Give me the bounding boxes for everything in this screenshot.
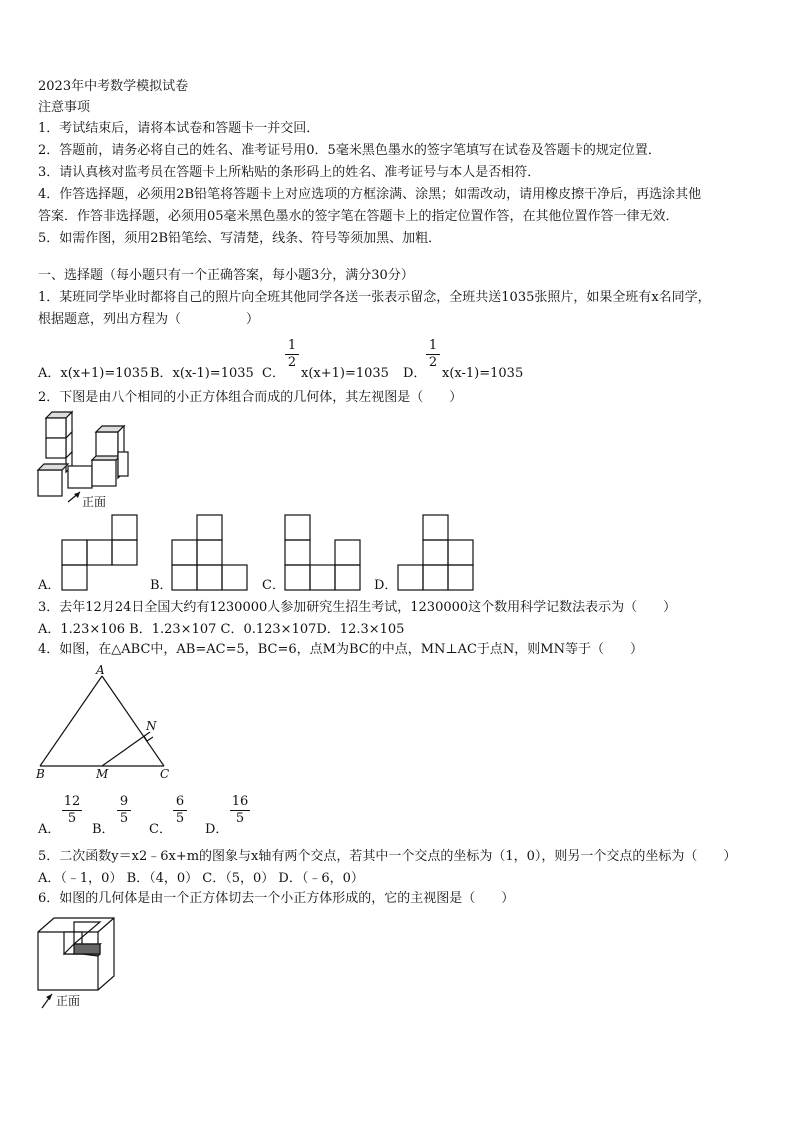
fraction-numerator: 1 bbox=[426, 338, 440, 355]
note-item: 3．请认真核对监考员在答题卡上所粘贴的条形码上的姓名、准考证号与本人是否相符． bbox=[38, 165, 541, 180]
q1-option-c-fraction bbox=[285, 338, 299, 371]
note-item: 5．如需作图，须用2B铅笔绘、写清楚，线条、符号等须加黑、加粗． bbox=[38, 231, 442, 246]
q2-option-b-figure bbox=[172, 515, 248, 591]
q4-option-a-label: A． bbox=[38, 822, 61, 837]
section-heading: 一、选择题（每小题只有一个正确答案，每小题3分，满分30分） bbox=[38, 268, 414, 283]
point-b-label: B bbox=[36, 767, 45, 781]
point-m-label: M bbox=[96, 767, 109, 781]
question-1-text: 1．某班同学毕业时都将自己的照片向全班其他同学各送一张表示留念，全班共送1035张照片，如果全班有x名同学， bbox=[38, 290, 711, 305]
q4-option-c-label: C． bbox=[149, 822, 172, 837]
fraction-denominator: 2 bbox=[287, 355, 297, 370]
question-4-text: 4．如图，在△ABC中，AB=AC=5，BC=6，点M为BC的中点，MN⊥AC于点N，则MN等于（ ） bbox=[38, 642, 643, 657]
notes-heading: 注意事项 bbox=[38, 100, 91, 115]
q1-option-d-fraction bbox=[426, 338, 440, 371]
q4-option-d-label: D． bbox=[205, 822, 229, 837]
q2-option-a-figure bbox=[62, 515, 138, 591]
q1-option-d-label: D． bbox=[403, 366, 427, 381]
note-item: 4．作答选择题，必须用2B铅笔将答题卡上对应选项的方框涂满、涂黑；如需改动，请用橡皮擦干净后，再选涂其他 bbox=[38, 187, 702, 202]
q2-option-d-label: D． bbox=[374, 578, 398, 593]
fraction-denominator: 2 bbox=[428, 355, 438, 370]
q1-option-c-label: C． bbox=[262, 366, 285, 381]
q6-front-label: 正面 bbox=[56, 994, 81, 1008]
q4-triangle-figure bbox=[34, 664, 184, 784]
q4-option-b-fraction bbox=[117, 794, 131, 827]
fraction-denominator: 5 bbox=[119, 811, 129, 826]
fraction-numerator: 12 bbox=[63, 794, 81, 809]
q4-option-a-fraction bbox=[62, 794, 82, 827]
question-3-options: A．1.23×106 B．1.23×107 C．0.123×107D．12.3×105 bbox=[38, 622, 405, 637]
note-item: 2．答题前，请务必将自己的姓名、准考证号用0．5毫米黑色墨水的签字笔填写在试卷及答题卡的规定位置． bbox=[38, 143, 661, 158]
q2-option-d-figure bbox=[398, 515, 474, 591]
question-2-text: 2．下图是由八个相同的小正方体组合而成的几何体，其左视图是（ ） bbox=[38, 390, 463, 405]
q1-option-a: A．x(x+1)=1035 bbox=[38, 366, 149, 381]
point-a-label: A bbox=[96, 663, 105, 677]
question-1-text: 根据题意，列出方程为（ ） bbox=[38, 312, 260, 327]
question-5-text: 5．二次函数y＝x2﹣6x+m的图象与x轴有两个交点，若其中一个交点的坐标为（1，0），则另一个交点的坐标为（ ） bbox=[38, 849, 737, 864]
q2-front-label: 正面 bbox=[82, 495, 107, 509]
q2-option-c-label: C． bbox=[262, 578, 285, 593]
q2-option-c-figure bbox=[285, 515, 361, 591]
fraction-denominator: 5 bbox=[235, 811, 245, 826]
fraction-denominator: 5 bbox=[67, 811, 77, 826]
fraction-numerator: 1 bbox=[285, 338, 299, 355]
fraction-denominator: 5 bbox=[175, 811, 185, 826]
point-n-label: N bbox=[146, 719, 157, 733]
q2-option-a-label: A． bbox=[38, 578, 61, 593]
question-3-text: 3．去年12月24日全国大约有1230000人参加研究生招生考试，1230000这个数用科学记数法表示为（ ） bbox=[38, 600, 677, 615]
question-5-options: A．（﹣1，0） B．（4，0） C．（5，0） D．（﹣6，0） bbox=[38, 871, 364, 886]
q4-option-d-fraction bbox=[230, 794, 250, 827]
fraction-numerator: 6 bbox=[173, 794, 187, 811]
fraction-numerator: 9 bbox=[117, 794, 131, 811]
note-item: 答案．作答非选择题，必须用05毫米黑色墨水的签字笔在答题卡上的指定位置作答，在其他位置作答一律无效． bbox=[38, 209, 679, 224]
q4-option-b-label: B． bbox=[92, 822, 115, 837]
q4-option-c-fraction bbox=[173, 794, 187, 827]
q2-option-b-label: B． bbox=[150, 578, 173, 593]
note-item: 1．考试结束后，请将本试卷和答题卡一并交回． bbox=[38, 121, 320, 136]
exam-title: 2023年中考数学模拟试卷 bbox=[38, 79, 189, 94]
question-6-text: 6．如图的几何体是由一个正方体切去一个小正方体形成的，它的主视图是（ ） bbox=[38, 891, 515, 906]
q1-option-b: B．x(x-1)=1035 bbox=[150, 366, 254, 381]
q1-option-d-expr: x(x-1)=1035 bbox=[442, 366, 524, 381]
point-c-label: C bbox=[160, 767, 170, 781]
q1-option-c-expr: x(x+1)=1035 bbox=[301, 366, 389, 381]
fraction-numerator: 16 bbox=[231, 794, 249, 809]
